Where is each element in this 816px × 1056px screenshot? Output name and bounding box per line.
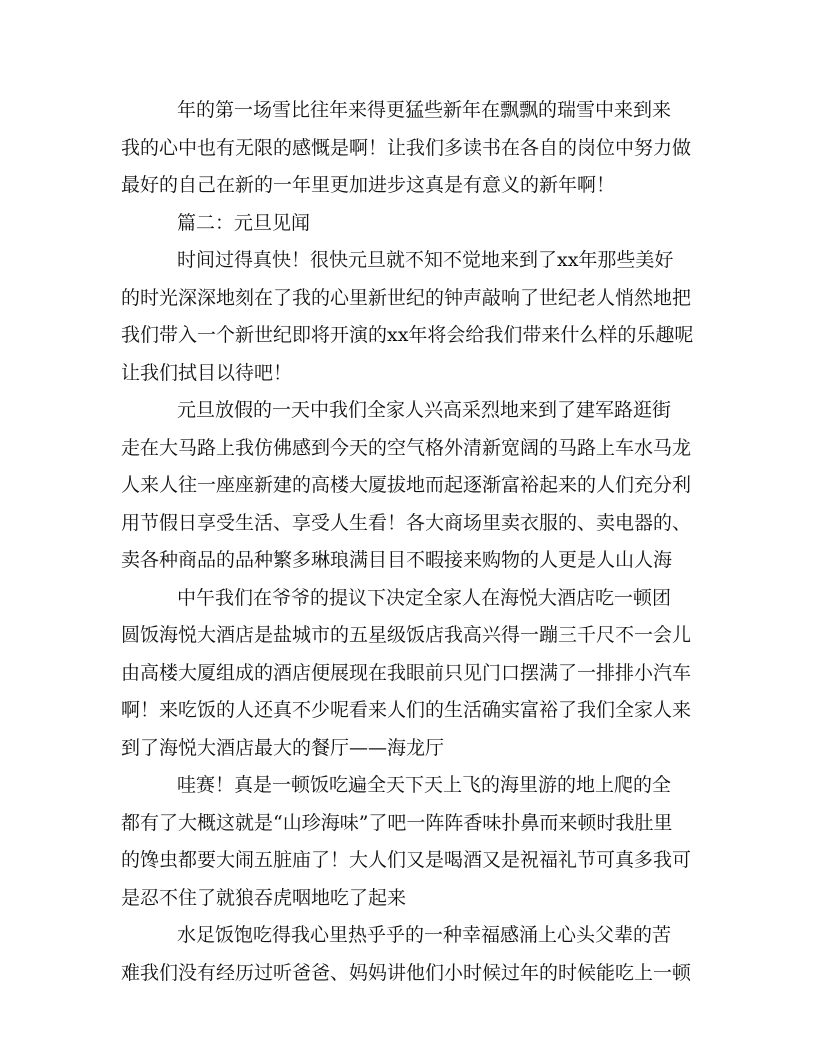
text-line: 水足饭饱吃得我心里热乎乎的一种幸福感涌上心头父辈的苦	[177, 924, 672, 946]
text-line: 最好的自己在新的一年里更加进步这真是有意义的新年啊！	[121, 174, 616, 196]
text-line: 到了海悦大酒店最大的餐厅——海龙厅	[121, 736, 445, 759]
text-line: 圆饭海悦大酒店是盐城市的五星级饭店我高兴得一蹦三千尺不一会儿	[121, 624, 692, 646]
text-line: 是忍不住了就狼吞虎咽地吃了起来	[121, 886, 407, 909]
text-line: 元旦放假的一天中我们全家人兴高采烈地来到了建军路逛街	[177, 399, 672, 421]
text-line: 让我们拭目以待吧！	[121, 361, 293, 384]
text-line: 卖各种商品的品种繁多琳琅满目目不暇接来购物的人更是人山人海	[121, 549, 673, 571]
text-line: 哇赛！真是一顿饭吃遍全天下天上飞的海里游的地上爬的全	[177, 774, 672, 796]
text-line: 难我们没有经历过听爸爸、妈妈讲他们小时候过年的时候能吃上一顿	[121, 961, 692, 984]
text-line: 走在大马路上我仿佛感到今天的空气格外清新宽阔的马路上车水马龙	[121, 436, 692, 459]
text-line: 用节假日享受生活、享受人生看！各大商场里卖衣服的、卖电器的、	[121, 511, 692, 534]
text-line: 年的第一场雪比往年来得更猛些新年在飘飘的瑞雪中来到来	[177, 99, 672, 121]
text-line: 篇二：元旦见闻	[177, 211, 311, 234]
text-line: 中午我们在爷爷的提议下决定全家人在海悦大酒店吃一顿团	[177, 586, 672, 609]
text-line: 啊！来吃饭的人还真不少呢看来人们的生活确实富裕了我们全家人来	[121, 699, 692, 721]
document-body	[121, 92, 697, 992]
text-line: 的馋虫都要大闹五脏庙了！大人们又是喝酒又是祝福礼节可真多我可	[121, 849, 692, 871]
text-line: 人来人往一座座新建的高楼大厦拔地而起逐渐富裕起来的人们充分利	[121, 474, 692, 496]
text-line: 我们带入一个新世纪即将开演的xx年将会给我们带来什么样的乐趣呢	[121, 324, 694, 346]
text-line: 由高楼大厦组成的酒店便展现在我眼前只见门口摆满了一排排小汽车	[121, 661, 692, 684]
text-line: 的时光深深地刻在了我的心里新世纪的钟声敲响了世纪老人悄然地把	[121, 286, 692, 309]
text-line: 我的心中也有无限的感慨是啊！让我们多读书在各自的岗位中努力做	[121, 136, 692, 159]
text-line: 都有了大概这就是“山珍海味”了吧一阵阵香味扑鼻而来顿时我肚里	[121, 811, 673, 834]
text-line: 时间过得真快！很快元旦就不知不觉地来到了xx年那些美好	[177, 249, 674, 271]
